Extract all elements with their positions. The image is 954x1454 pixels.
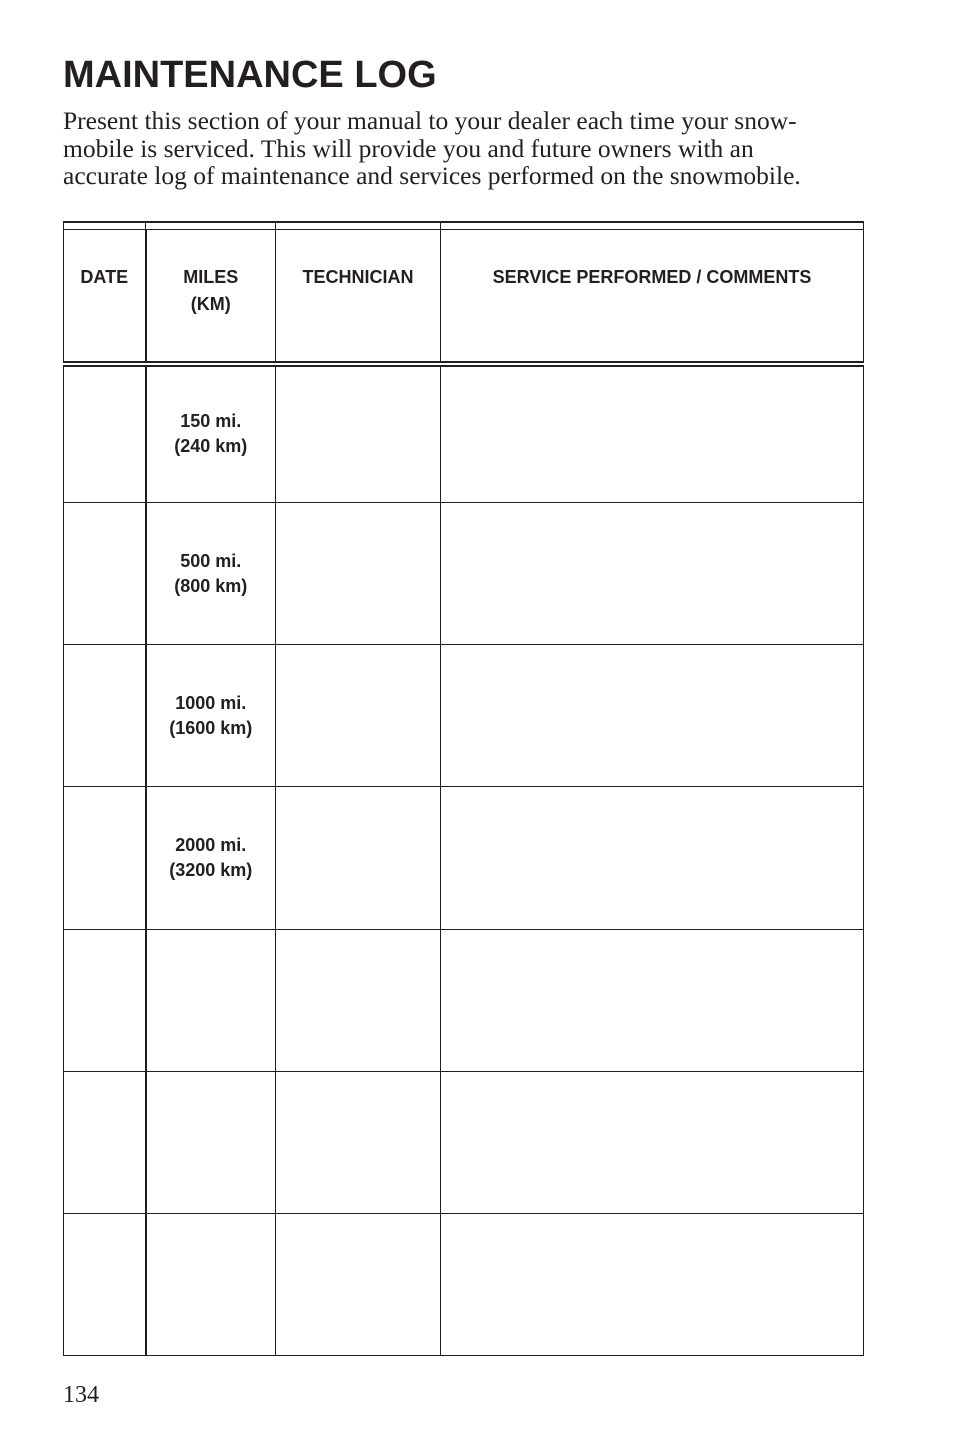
table-row xyxy=(64,787,864,929)
miles-value: 150 mi. xyxy=(180,411,242,432)
service-cell[interactable] xyxy=(441,929,864,1071)
miles-cell[interactable] xyxy=(146,1071,276,1213)
date-cell[interactable] xyxy=(64,1071,146,1213)
service-cell[interactable] xyxy=(441,645,864,787)
miles-cell[interactable] xyxy=(146,929,276,1071)
service-cell[interactable] xyxy=(441,364,864,503)
intro-line: accurate log of maintenance and services performed on the snowmobile. xyxy=(63,161,801,190)
km-value: (240 km) xyxy=(174,436,248,457)
miles-value: 500 mi. xyxy=(180,550,242,571)
service-cell[interactable] xyxy=(441,1213,864,1355)
table-row xyxy=(64,1071,864,1213)
date-cell[interactable] xyxy=(64,645,146,787)
technician-cell[interactable] xyxy=(276,364,441,503)
miles-cell xyxy=(146,364,276,503)
service-cell[interactable] xyxy=(441,787,864,929)
service-cell[interactable] xyxy=(441,503,864,645)
table-row xyxy=(64,364,864,503)
intro-paragraph xyxy=(63,107,873,190)
header-date: DATE xyxy=(64,230,146,364)
miles-cell[interactable] xyxy=(146,1213,276,1355)
technician-cell[interactable] xyxy=(276,503,441,645)
header-spacer xyxy=(64,222,864,230)
technician-cell[interactable] xyxy=(276,929,441,1071)
page-number: 134 xyxy=(63,1382,99,1408)
miles-cell xyxy=(146,503,276,645)
service-cell[interactable] xyxy=(441,1071,864,1213)
intro-line: Present this section of your manual to your dealer each time your snow- xyxy=(63,106,797,135)
miles-cell xyxy=(146,645,276,787)
technician-cell[interactable] xyxy=(276,1213,441,1355)
table-row xyxy=(64,645,864,787)
technician-cell[interactable] xyxy=(276,787,441,929)
header-miles-label: MILES xyxy=(183,267,239,287)
km-value: (3200 km) xyxy=(169,859,253,880)
date-cell[interactable] xyxy=(64,787,146,929)
header-miles xyxy=(146,230,276,364)
date-cell[interactable] xyxy=(64,929,146,1071)
date-cell[interactable] xyxy=(64,503,146,645)
intro-line: mobile is serviced. This will provide you and future owners with an xyxy=(63,133,754,163)
miles-value: 1000 mi. xyxy=(175,692,247,713)
km-value: (1600 km) xyxy=(169,717,253,738)
header-km-label: (KM) xyxy=(190,294,231,314)
technician-cell[interactable] xyxy=(276,1071,441,1213)
km-value: (800 km) xyxy=(174,575,248,596)
technician-cell[interactable] xyxy=(276,645,441,787)
header-technician: TECHNICIAN xyxy=(276,230,441,364)
page-title: MAINTENANCE LOG xyxy=(63,54,437,96)
table-row xyxy=(64,1213,864,1355)
header-row xyxy=(64,230,864,364)
header-service: SERVICE PERFORMED / COMMENTS xyxy=(441,230,864,364)
miles-cell xyxy=(146,787,276,929)
table-row xyxy=(64,929,864,1071)
miles-value: 2000 mi. xyxy=(175,834,247,855)
date-cell[interactable] xyxy=(64,364,146,503)
table-row xyxy=(64,503,864,645)
maintenance-log-table xyxy=(63,221,864,1356)
date-cell[interactable] xyxy=(64,1213,146,1355)
